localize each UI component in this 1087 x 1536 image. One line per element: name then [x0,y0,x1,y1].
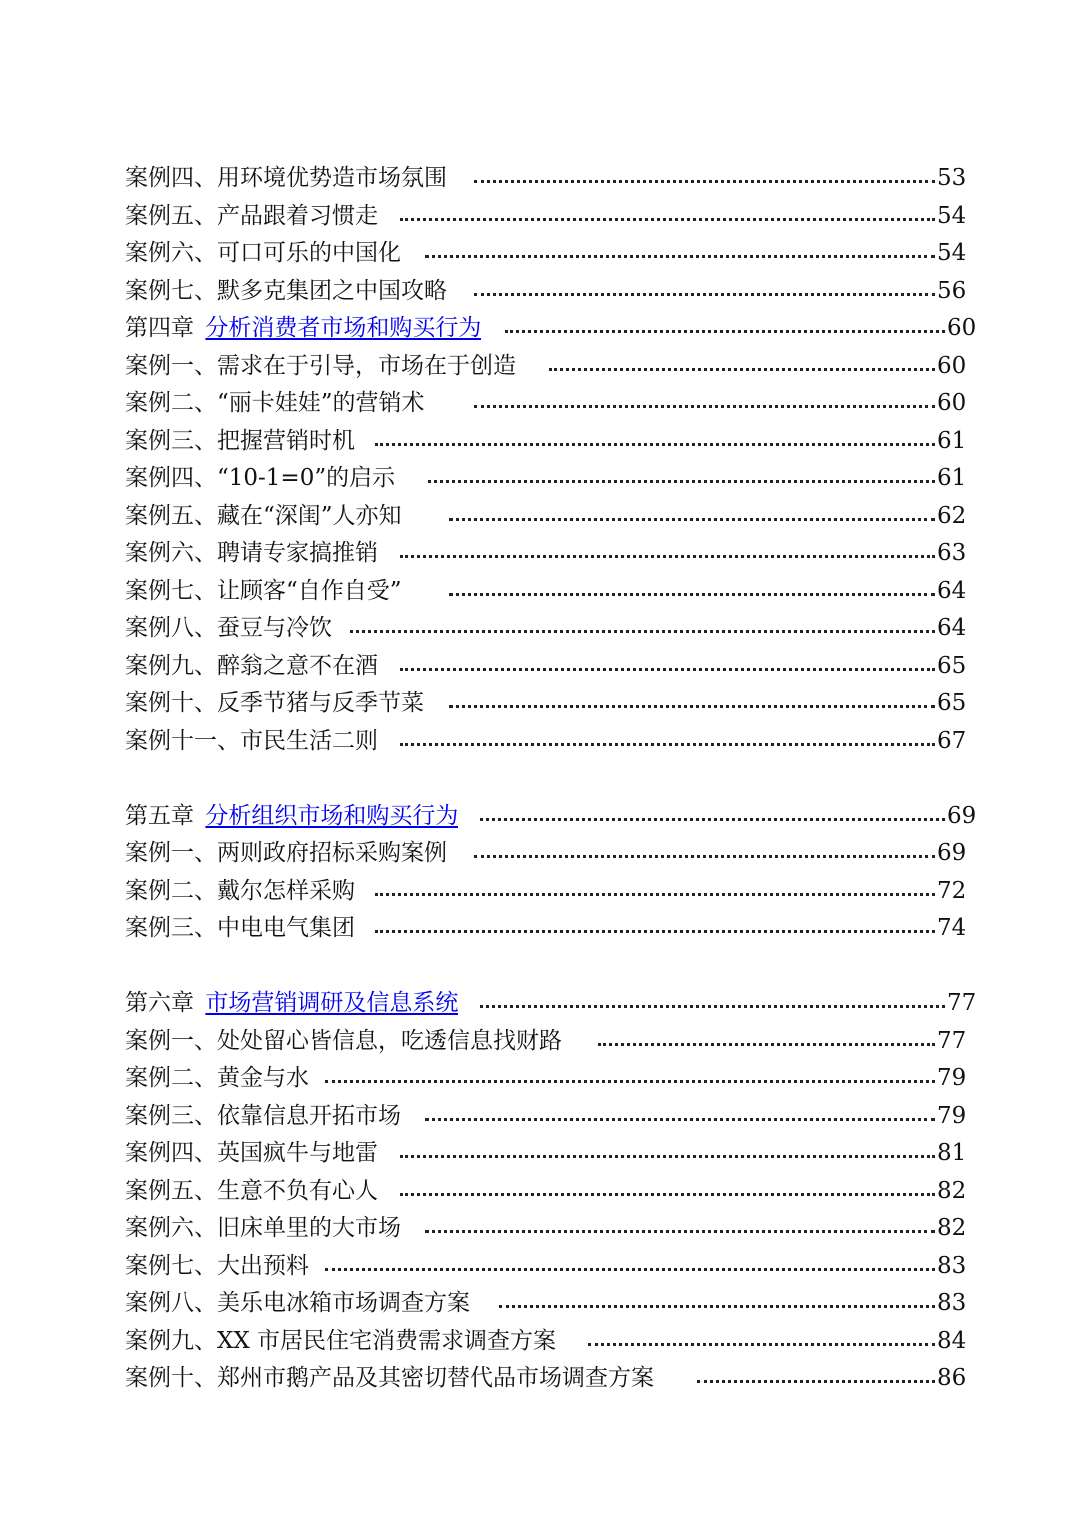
dot-leader [400,198,935,236]
dot-leader [499,1285,935,1323]
dot-leader [474,273,935,311]
toc-entry-row [125,1210,965,1248]
chapter-number: 第六章 [125,990,194,1016]
dot-leader [449,685,935,723]
dot-leader [400,1173,935,1211]
page-number: 83 [937,1290,967,1316]
chapter-title-link[interactable]: 分析消费者市场和购买行为 [205,315,482,341]
toc-entry-row [125,1173,965,1211]
toc-entry-row [125,648,965,686]
toc-entry-row [125,873,965,911]
page-number: 77 [947,990,977,1016]
dot-leader [400,1135,935,1173]
dot-leader [474,835,935,873]
toc-entry-row [125,835,965,873]
chapter-number: 第五章 [125,802,194,829]
dot-leader [449,573,935,611]
page-number: 81 [937,1140,967,1166]
dot-leader [325,1060,935,1098]
case-title: 案例四、用环境优势造市场氛围 [125,165,447,191]
toc-entry-row [125,423,965,461]
page-number: 61 [937,465,967,491]
case-title: 案例五、藏在“深闺”人亦知 [125,502,402,529]
toc-entry-row [125,1098,965,1136]
dot-leader [400,648,935,686]
toc-entry-row [125,1360,965,1398]
toc-chapter-row[interactable] [125,798,977,836]
page-number: 86 [937,1365,967,1391]
case-title: 案例六、旧床单里的大市场 [125,1215,401,1241]
dot-leader [400,535,935,573]
page-number: 84 [937,1327,967,1354]
page-number: 60 [937,352,967,379]
page-number: 69 [937,840,967,866]
case-title: 案例六、聘请专家搞推销 [125,540,378,566]
chapter-title-link[interactable]: 市场营销调研及信息系统 [205,990,459,1016]
page-number: 79 [937,1102,967,1129]
dot-leader [325,1248,935,1286]
toc-entry-row [125,1323,965,1361]
page-number: 60 [937,390,967,416]
case-title: 案例七、大出预料 [125,1252,309,1279]
page-number: 62 [937,502,967,529]
case-title: 案例十、反季节猪与反季节菜 [125,690,424,716]
section-gap [125,948,965,986]
case-title: 案例一、两则政府招标采购案例 [125,840,447,866]
chapter-number: 第四章 [125,315,194,341]
case-title: 案例七、让顾客“自作自受” [125,577,402,604]
page-number: 53 [937,165,967,191]
dot-leader [375,910,935,948]
case-title: 案例十、郑州市鹅产品及其密切替代品市场调查方案 [125,1365,654,1391]
dot-leader [425,1210,935,1248]
case-title: 案例二、“丽卡娃娃”的营销术 [125,390,425,416]
case-title: 案例五、生意不负有心人 [125,1177,378,1204]
dot-leader [425,1098,935,1136]
toc-entry-row [125,385,965,423]
chapter-title-link[interactable]: 分析组织市场和购买行为 [205,802,459,829]
case-title: 案例九、醉翁之意不在酒 [125,652,378,679]
page-number: 56 [937,277,967,304]
dot-leader [549,348,935,386]
toc-entry-row [125,460,965,498]
toc-entry-row [125,610,965,648]
dot-leader [425,235,935,273]
dot-leader [375,873,935,911]
dot-leader [428,460,935,498]
page-number: 74 [937,915,967,941]
toc-entry-row [125,348,965,386]
toc-entry-row [125,1060,965,1098]
toc-entry-row [125,535,965,573]
page-number: 61 [937,427,967,454]
toc-entry-row [125,1285,965,1323]
toc-entry-row [125,160,965,198]
case-title: 案例四、英国疯牛与地雷 [125,1140,378,1166]
case-title: 案例八、美乐电冰箱市场调查方案 [125,1290,470,1316]
case-title: 案例一、需求在于引导，市场在于创造 [125,352,516,379]
case-title: 案例十一、市民生活二则 [125,727,378,754]
toc-entry-row [125,685,965,723]
case-title: 案例三、把握营销时机 [125,427,355,454]
page-number: 64 [937,615,967,641]
page-number: 65 [937,652,967,679]
toc-entry-row [125,1023,965,1061]
case-title: 案例一、处处留心皆信息，吃透信息找财路 [125,1027,562,1054]
case-title: 案例二、黄金与水 [125,1065,309,1091]
table-of-contents [125,160,977,1398]
dot-leader [375,423,935,461]
dot-leader [350,610,935,648]
dot-leader [697,1360,935,1398]
page-number: 82 [937,1177,967,1204]
page-number: 83 [937,1252,967,1279]
case-title: 案例三、中电电气集团 [125,915,355,941]
case-title: 案例二、戴尔怎样采购 [125,877,355,904]
case-title: 案例八、蚕豆与冷饮 [125,615,332,641]
page-number: 69 [947,802,977,829]
case-title: 案例五、产品跟着习惯走 [125,202,378,229]
dot-leader [588,1323,935,1361]
case-title: 案例三、依靠信息开拓市场 [125,1102,401,1129]
page-number: 77 [937,1027,967,1054]
dot-leader [474,385,935,423]
case-title: 案例七、默多克集团之中国攻略 [125,277,447,304]
dot-leader [449,498,935,536]
dot-leader [598,1023,935,1061]
toc-entry-row [125,198,965,236]
dot-leader [474,160,935,198]
page-number: 60 [947,315,977,341]
toc-entry-row [125,235,965,273]
toc-chapter-row[interactable] [125,985,977,1023]
case-title: 案例九、XX 市居民住宅消费需求调查方案 [125,1327,557,1354]
dot-leader [480,798,945,836]
page-number: 54 [937,240,967,266]
page-number: 79 [937,1065,967,1091]
case-title: 案例六、可口可乐的中国化 [125,240,401,266]
page-number: 63 [937,540,967,566]
toc-entry-row [125,1248,965,1286]
dot-leader [505,310,945,348]
dot-leader [400,723,935,761]
toc-entry-row [125,273,965,311]
page-number: 54 [937,202,967,229]
toc-entry-row [125,723,965,761]
toc-entry-row [125,498,965,536]
page-number: 65 [937,690,967,716]
toc-entry-row [125,910,965,948]
page-number: 82 [937,1215,967,1241]
page-number: 67 [937,727,967,754]
case-title: 案例四、“10-1=0”的启示 [125,465,396,491]
toc-chapter-row[interactable] [125,310,977,348]
toc-entry-row [125,1135,965,1173]
dot-leader [480,985,945,1023]
toc-entry-row [125,573,965,611]
page-number: 72 [937,877,967,904]
page-number: 64 [937,577,967,604]
section-gap [125,760,965,798]
